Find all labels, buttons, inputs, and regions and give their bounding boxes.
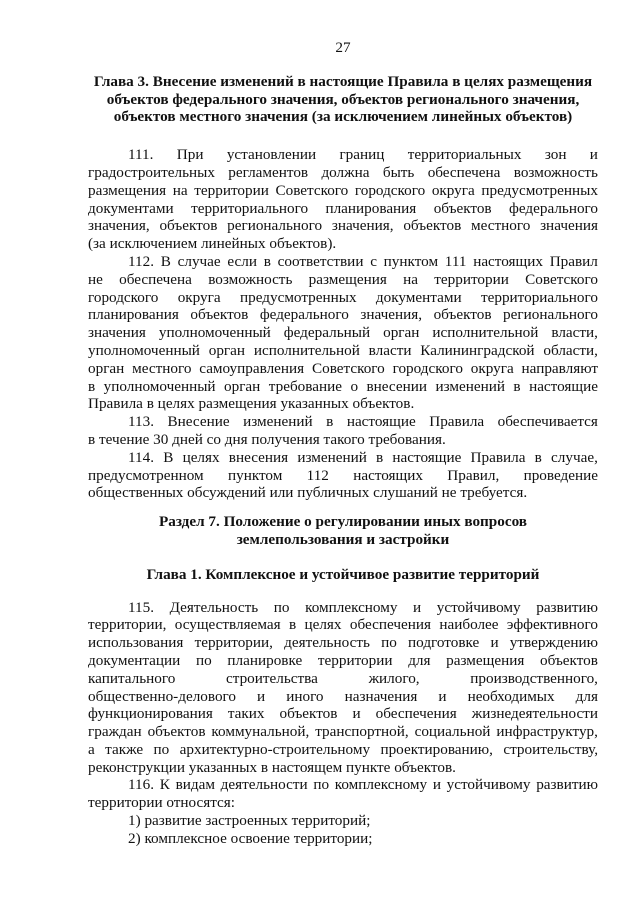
word: осуществляемая: [174, 616, 281, 634]
word: территориальных: [407, 146, 522, 164]
paragraph-line: в течение 30 дней со дня получения такого требования.: [88, 430, 446, 448]
word: комплексному: [334, 776, 428, 794]
page-content: [88, 39, 598, 848]
paragraph-line: [88, 616, 598, 634]
word: территории,: [88, 616, 167, 634]
word: власти: [368, 341, 412, 359]
word: 112: [306, 466, 329, 484]
word: округа: [177, 288, 221, 306]
word: соответствии: [277, 252, 364, 270]
word: Внесение: [167, 413, 230, 431]
word: планировке: [227, 651, 303, 669]
word: уполномоченный: [103, 377, 216, 395]
word: целях: [304, 616, 342, 634]
word: территориального: [191, 199, 309, 217]
word: архитектурно-строительному: [179, 740, 371, 758]
word: случае,: [551, 448, 598, 466]
word: планирования: [88, 306, 179, 324]
word: городского: [88, 288, 159, 306]
paragraph-line: [88, 776, 598, 794]
word: К: [159, 776, 170, 794]
word: орган: [224, 377, 261, 395]
chapter-3-body: [88, 146, 598, 502]
word: установлении: [226, 146, 317, 164]
word: планирования: [325, 199, 417, 217]
word: таких: [227, 705, 265, 723]
word: размещения: [446, 651, 525, 669]
word: территории,: [194, 634, 273, 652]
word: орган: [208, 341, 246, 359]
word: с: [370, 252, 377, 270]
chapter-1-heading: Глава 1. Комплексное и устойчивое развитие территорий: [146, 565, 540, 583]
word: капитального: [88, 669, 176, 687]
word: документами: [88, 199, 174, 217]
word: предусмотренных: [481, 181, 598, 199]
word: объектов: [403, 217, 462, 235]
word: объектов: [433, 306, 492, 324]
word: обеспечения: [375, 705, 457, 723]
word: и: [490, 634, 499, 652]
word: настоящих: [353, 466, 423, 484]
word: округа: [431, 181, 475, 199]
word: для: [575, 687, 598, 705]
word: в: [513, 377, 521, 395]
word: 111: [444, 252, 467, 270]
word: объектов: [540, 651, 598, 669]
word: исполнительной: [253, 341, 360, 359]
word: для: [408, 651, 431, 669]
word: в: [376, 448, 384, 466]
paragraph-line: [88, 289, 598, 307]
word: по: [273, 598, 290, 616]
word: области,: [543, 341, 598, 359]
word: власти,: [551, 324, 598, 342]
word: жилого,: [368, 669, 420, 687]
word: проектированию,: [380, 740, 493, 758]
word: по: [196, 651, 212, 669]
paragraph-114: [88, 449, 598, 502]
word: строительства: [226, 669, 318, 687]
word: Калининградской: [420, 341, 535, 359]
word: развитию: [536, 776, 598, 794]
word: и: [257, 687, 266, 705]
word: пунктом: [227, 466, 283, 484]
word: изменений: [297, 448, 367, 466]
word: развитию: [536, 598, 598, 616]
word: 112.: [128, 252, 155, 270]
heading-line: Раздел 7. Положение о регулировании иных вопросов: [158, 513, 528, 531]
word: проведение: [523, 466, 598, 484]
word: и: [413, 598, 422, 616]
word: эффективного: [506, 616, 598, 634]
word: не: [88, 270, 103, 288]
heading-line: объектов местного значения (за исключением линейных объектов): [113, 108, 573, 126]
word: в: [326, 413, 334, 431]
word: о: [350, 377, 359, 395]
word: исполнительной: [432, 324, 539, 342]
paragraph-113: [88, 413, 598, 449]
word: быть: [382, 163, 415, 181]
paragraph-line: [88, 306, 598, 324]
word: документации: [88, 651, 181, 669]
word: объектов: [190, 306, 249, 324]
word: местного: [471, 217, 531, 235]
word: регионального: [503, 306, 598, 324]
word: внесения: [228, 448, 289, 466]
word: по: [381, 634, 397, 652]
section-7-heading: [88, 513, 598, 549]
word: городского: [392, 359, 463, 377]
heading-line: объектов федерального значения, объектов регионального значения,: [106, 90, 580, 108]
word: 116.: [128, 776, 155, 794]
word: устойчивому: [446, 776, 531, 794]
word: в: [288, 616, 297, 634]
word: пунктом: [383, 252, 439, 270]
word: регионального: [227, 217, 323, 235]
word: коммунальной,: [211, 723, 310, 741]
word: документами: [375, 288, 462, 306]
word: строительству,: [503, 740, 598, 758]
word: обеспечивается: [497, 413, 598, 431]
paragraph-line: [88, 164, 598, 182]
word: Правил: [549, 252, 598, 270]
word: и: [352, 705, 361, 723]
word: уполномоченный: [88, 341, 200, 359]
word: если: [227, 252, 257, 270]
word: видам: [175, 776, 215, 794]
word: комплексному: [305, 598, 398, 616]
word: Советского: [312, 359, 385, 377]
paragraph-line: [88, 182, 598, 200]
word: настоящие: [392, 448, 462, 466]
word: социальной: [414, 723, 491, 741]
word: на: [403, 270, 418, 288]
word: Советского: [525, 270, 598, 288]
paragraph-line: [88, 253, 598, 271]
word: на: [172, 181, 188, 199]
activity-types-list: [88, 812, 598, 848]
word: 111.: [128, 146, 154, 164]
paragraph-line: [88, 467, 598, 485]
word: объектов: [279, 705, 338, 723]
word: предусмотренном: [88, 466, 204, 484]
word: требование: [268, 377, 342, 395]
word: границ: [339, 146, 385, 164]
word: Правила: [470, 448, 526, 466]
paragraph-line: [88, 324, 598, 342]
word: в: [263, 252, 271, 270]
word: назначения: [344, 687, 418, 705]
word: объектов: [159, 217, 218, 235]
word: уполномоченный: [158, 324, 271, 342]
paragraph-line: [88, 688, 598, 706]
word: При: [176, 146, 204, 164]
paragraph-line: [88, 741, 598, 759]
word: орган: [88, 359, 125, 377]
word: федерального: [509, 199, 598, 217]
paragraph-line: [88, 378, 598, 396]
word: общественно-делового: [88, 687, 236, 705]
word: значения: [540, 217, 598, 235]
word: городского: [354, 181, 426, 199]
word: предусмотренных: [240, 288, 357, 306]
word: значения,: [360, 306, 423, 324]
heading-line: землепользования и застройки: [236, 530, 450, 548]
word: значения,: [331, 217, 394, 235]
paragraph-line: [88, 217, 598, 235]
word: по: [313, 776, 330, 794]
word: настоящих: [473, 252, 543, 270]
paragraph-line: [88, 670, 598, 688]
word: местного: [132, 359, 192, 377]
word: жизнедеятельности: [471, 705, 598, 723]
word: деятельности: [220, 776, 308, 794]
paragraph-116: [88, 776, 598, 812]
word: направляют: [521, 359, 598, 377]
paragraph-line: общественных обсуждений или публичных слушаний не требуется.: [88, 484, 528, 502]
word: изменений: [435, 377, 505, 395]
paragraph-line: [88, 599, 598, 617]
word: федерального: [259, 306, 349, 324]
paragraph-line: [88, 723, 598, 741]
word: должна: [321, 163, 370, 181]
word: объектов: [147, 723, 206, 741]
word: значения: [88, 324, 146, 342]
heading-line: Глава 3. Внесение изменений в настоящие Правила в целях размещения: [93, 72, 593, 90]
word: Правил,: [447, 466, 500, 484]
chapter-1-body: [88, 599, 598, 848]
paragraph-line: Правила в целях размещения указанных объектов.: [88, 395, 415, 413]
word: градостроительных: [88, 163, 215, 181]
word: зон: [544, 146, 567, 164]
paragraph-line: [88, 413, 598, 431]
word: внесении: [366, 377, 427, 395]
list-item: 1) развитие застроенных территорий;: [128, 812, 371, 830]
word: возможность: [208, 270, 293, 288]
word: настоящие: [346, 413, 416, 431]
word: функционирования: [88, 705, 213, 723]
word: Правила: [429, 413, 485, 431]
word: и: [438, 687, 447, 705]
word: Деятельность: [169, 598, 259, 616]
word: территориального: [480, 288, 598, 306]
word: В: [160, 252, 171, 270]
paragraph-115: [88, 599, 598, 777]
word: территории: [194, 181, 269, 199]
word: 114.: [128, 448, 155, 466]
word: 115.: [128, 598, 155, 616]
paragraph-line: реконструкции указанных в настоящем пункте объектов.: [88, 758, 456, 776]
word: 113.: [128, 413, 155, 431]
word: изменений: [243, 413, 313, 431]
word: целях: [182, 448, 220, 466]
word: Советского: [275, 181, 349, 199]
word: также: [105, 740, 144, 758]
word: иного: [286, 687, 324, 705]
paragraph-line: территории относятся:: [88, 794, 235, 812]
word: в: [88, 377, 96, 395]
paragraph-line: (за исключением линейных объектов).: [88, 235, 337, 253]
word: транспортной,: [315, 723, 409, 741]
word: в: [534, 448, 542, 466]
paragraph-112: [88, 253, 598, 413]
word: регламентов: [228, 163, 309, 181]
word: а: [88, 740, 95, 758]
paragraph-line: [88, 146, 598, 164]
paragraph-line: [88, 271, 598, 289]
word: возможность: [513, 163, 598, 181]
list-item: 2) комплексное освоение территории;: [128, 829, 373, 847]
paragraph-line: [88, 634, 598, 652]
word: размещения: [308, 270, 387, 288]
paragraph-line: [88, 360, 598, 378]
word: территории: [317, 651, 393, 669]
word: подготовке: [408, 634, 480, 652]
word: инфраструктур,: [496, 723, 598, 741]
word: размещения: [88, 181, 167, 199]
word: значения,: [88, 217, 150, 235]
word: по: [153, 740, 170, 758]
word: орган: [383, 324, 420, 342]
word: обеспечена: [427, 163, 501, 181]
word: территории: [434, 270, 509, 288]
paragraph-line: [88, 652, 598, 670]
word: деятельность: [284, 634, 370, 652]
page-number: 27: [335, 39, 351, 56]
word: самоуправления: [199, 359, 305, 377]
word: устойчивому: [436, 598, 521, 616]
word: граждан: [88, 723, 142, 741]
chapter-3-heading: [88, 73, 598, 126]
paragraph-111: [88, 146, 598, 253]
word: случае: [177, 252, 221, 270]
word: объектов: [433, 199, 492, 217]
word: использования: [88, 634, 184, 652]
word: производственного,: [470, 669, 598, 687]
word: наиболее: [439, 616, 499, 634]
paragraph-line: [88, 705, 598, 723]
word: федеральный: [283, 324, 371, 342]
paragraph-line: [88, 449, 598, 467]
word: утверждению: [509, 634, 598, 652]
word: и: [432, 776, 441, 794]
word: необходимых: [467, 687, 555, 705]
word: В: [163, 448, 174, 466]
word: настоящие: [529, 377, 598, 395]
word: округа: [470, 359, 514, 377]
word: обеспечена: [119, 270, 192, 288]
word: и: [589, 146, 598, 164]
paragraph-line: [88, 342, 598, 360]
word: обеспечения: [349, 616, 431, 634]
paragraph-line: [88, 200, 598, 218]
